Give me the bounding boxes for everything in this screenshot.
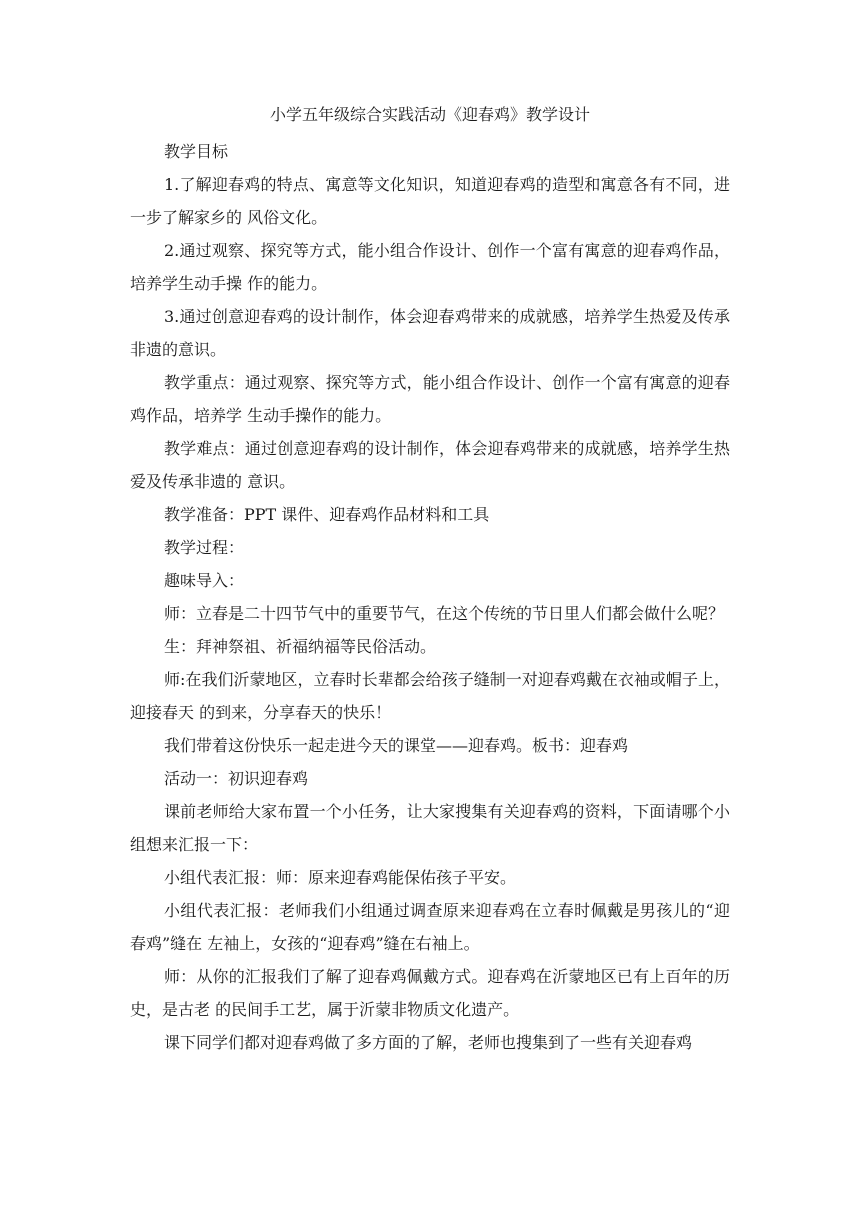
key-points: 教学重点：通过观察、探究等方式，能小组合作设计、创作一个富有寓意的迎春鸡作品，培养学 生动手操作的能力。 bbox=[130, 373, 730, 425]
difficult-points: 教学难点：通过创意迎春鸡的设计制作，体会迎春鸡带来的成就感，培养学生热爱及传承非遗的 意识。 bbox=[130, 439, 730, 491]
document-title: 小学五年级综合实践活动《迎春鸡》教学设计 bbox=[269, 105, 590, 124]
goal-3: 3.通过创意迎春鸡的设计制作，体会迎春鸡带来的成就感，培养学生热爱及传承非遗的意识。 bbox=[130, 307, 730, 359]
teacher-line-1: 师：立春是二十四节气中的重要节气，在这个传统的节日里人们都会做什么呢？ bbox=[164, 604, 725, 623]
student-line-1: 生：拜神祭祖、祈福纳福等民俗活动。 bbox=[164, 637, 437, 656]
intro-heading: 趣味导入： bbox=[164, 571, 245, 590]
teacher-line-3: 师：从你的汇报我们了解了迎春鸡佩戴方式。迎春鸡在沂蒙地区已有上百年的历史，是古老 的民间手工艺，属于沂蒙非物质文化遗产。 bbox=[130, 967, 730, 1019]
activity-1-heading: 活动一：初识迎春鸡 bbox=[164, 769, 309, 788]
goal-1: 1.了解迎春鸡的特点、寓意等文化知识，知道迎春鸡的造型和寓意各有不同，进一步了解家乡的 风俗文化。 bbox=[130, 175, 730, 227]
document-body bbox=[130, 135, 730, 1059]
lesson-intro-line: 我们带着这份快乐一起走进今天的课堂——迎春鸡。板书：迎春鸡 bbox=[164, 736, 629, 755]
teaching-process-heading: 教学过程： bbox=[164, 538, 245, 557]
teaching-preparation: 教学准备：PPT 课件、迎春鸡作品材料和工具 bbox=[164, 505, 490, 524]
heading-teaching-goals: 教学目标 bbox=[164, 142, 229, 161]
closing-line: 课下同学们都对迎春鸡做了多方面的了解，老师也搜集到了一些有关迎春鸡 bbox=[164, 1033, 693, 1052]
teacher-line-2: 师:在我们沂蒙地区，立春时长辈都会给孩子缝制一对迎春鸡戴在衣袖或帽子上，迎接春天 的到来，分享春天的快乐！ bbox=[130, 670, 730, 722]
group-report-1: 小组代表汇报：师：原来迎春鸡能保佑孩子平安。 bbox=[164, 868, 517, 887]
pre-class-task: 课前老师给大家布置一个小任务，让大家搜集有关迎春鸡的资料，下面请哪个小组想来汇报一下： bbox=[130, 802, 730, 854]
group-report-2: 小组代表汇报：老师我们小组通过调查原来迎春鸡在立春时佩戴是男孩儿的“迎春鸡”缝在 左袖上，女孩的“迎春鸡”缝在右袖上。 bbox=[130, 901, 730, 953]
goal-2: 2.通过观察、探究等方式，能小组合作设计、创作一个富有寓意的迎春鸡作品，培养学生动手操 作的能力。 bbox=[130, 241, 730, 293]
